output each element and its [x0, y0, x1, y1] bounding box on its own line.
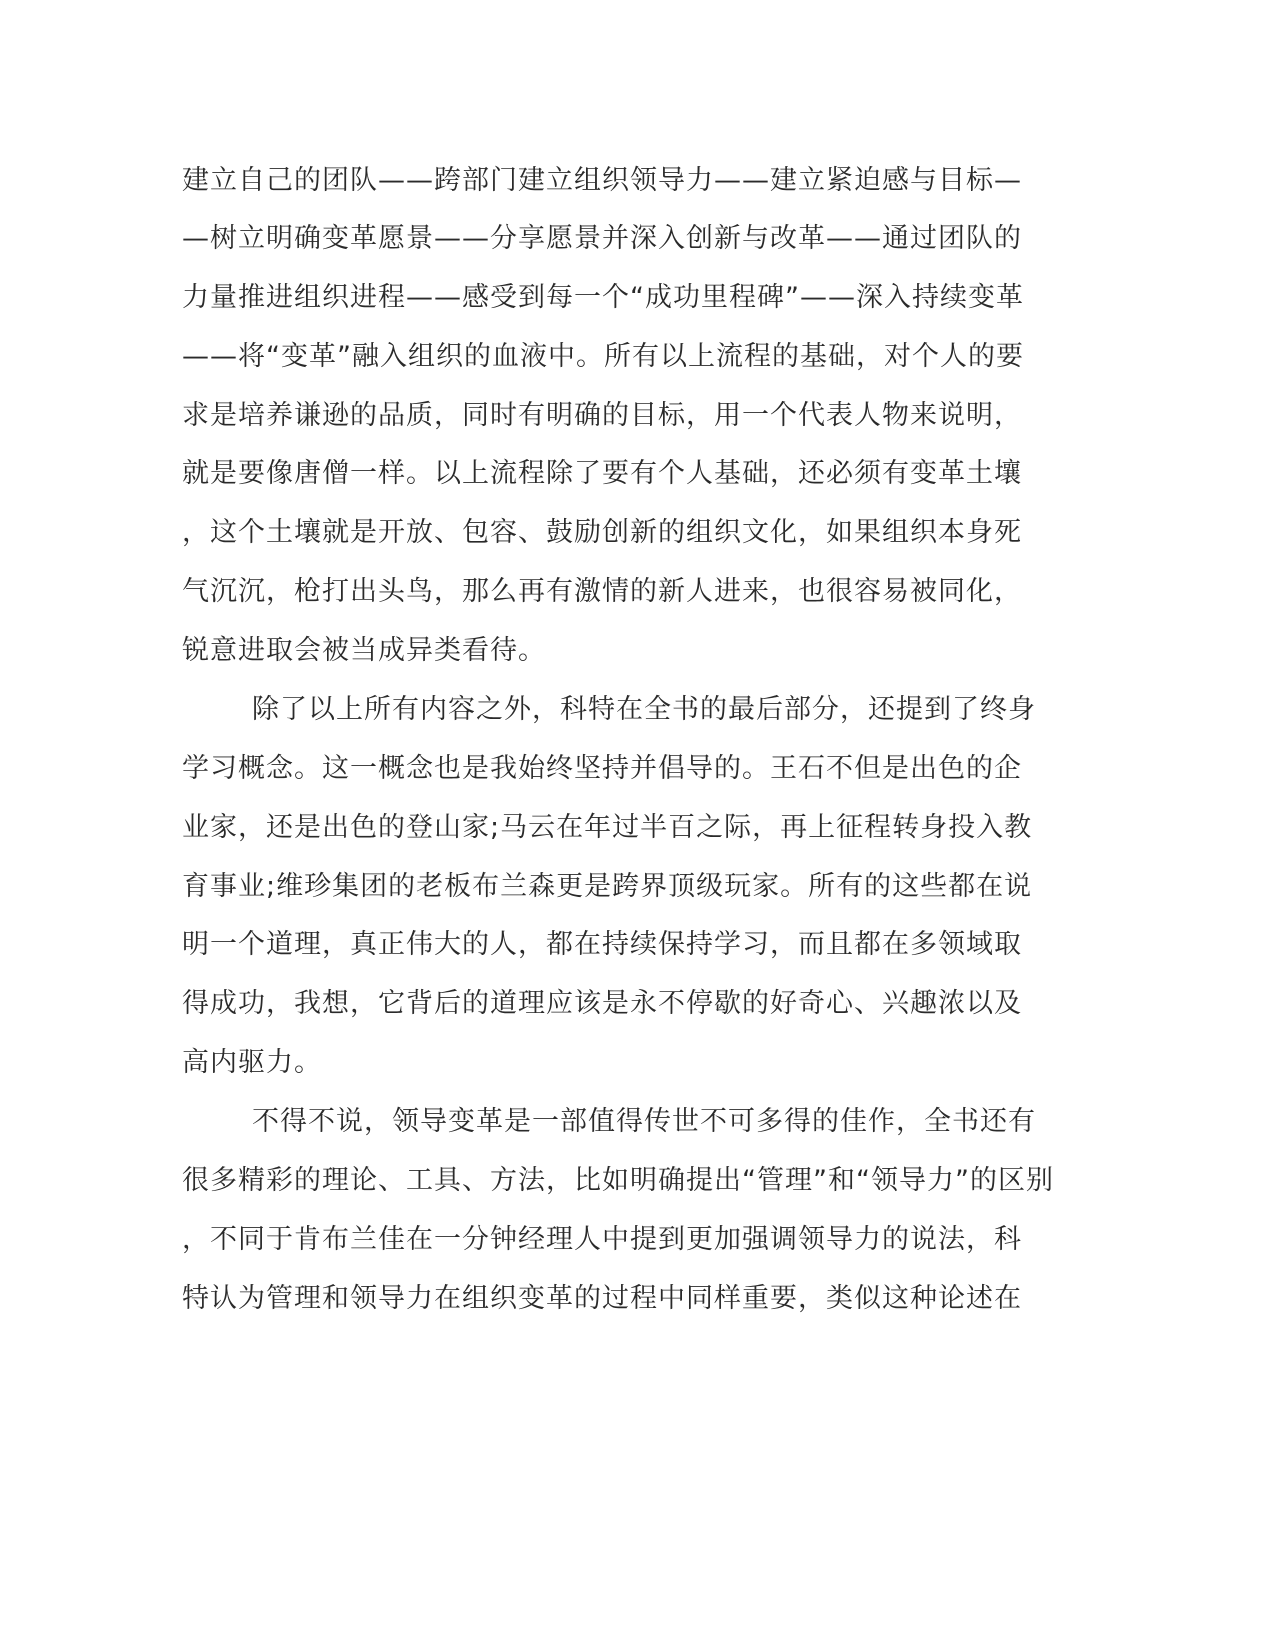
paragraph-2-line-4: 育事业;维珍集团的老板布兰森更是跨界顶级玩家。所有的这些都在说 [182, 871, 1033, 902]
paragraph-1-line-3: 力量推进组织进程——感受到每一个“成功里程碑”——深入持续变革 [182, 282, 1024, 313]
paragraph-2-line-7: 高内驱力。 [182, 1047, 322, 1078]
paragraph-2-line-6: 得成功，我想，它背后的道理应该是永不停歇的好奇心、兴趣浓以及 [182, 988, 1022, 1019]
paragraph-2-line-5: 明一个道理，真正伟大的人，都在持续保持学习，而且都在多领域取 [182, 929, 1022, 960]
paragraph-1-line-6: 就是要像唐僧一样。以上流程除了要有个人基础，还必须有变革土壤 [182, 458, 1022, 489]
paragraph-3-line-2: 很多精彩的理论、工具、方法，比如明确提出“管理”和“领导力”的区别 [182, 1165, 1054, 1196]
paragraph-2-line-1: 除了以上所有内容之外，科特在全书的最后部分，还提到了终身 [252, 694, 1036, 725]
paragraph-3-line-3: ，不同于肯布兰佳在一分钟经理人中提到更加强调领导力的说法，科 [182, 1224, 1022, 1255]
paragraph-1-line-5: 求是培养谦逊的品质，同时有明确的目标，用一个代表人物来说明， [182, 400, 1022, 431]
paragraph-1-line-1: 建立自己的团队——跨部门建立组织领导力——建立紧迫感与目标— [182, 165, 1022, 196]
paragraph-1-line-2: —树立明确变革愿景——分享愿景并深入创新与改革——通过团队的 [182, 223, 1022, 254]
paragraph-1-line-4: ——将“变革”融入组织的血液中。所有以上流程的基础，对个人的要 [182, 341, 1024, 372]
paragraph-1-line-8: 气沉沉，枪打出头鸟，那么再有激情的新人进来，也很容易被同化， [182, 576, 1022, 607]
paragraph-2-line-2: 学习概念。这一概念也是我始终坚持并倡导的。王石不但是出色的企 [182, 753, 1022, 784]
paragraph-3-line-1: 不得不说，领导变革是一部值得传世不可多得的佳作，全书还有 [252, 1106, 1036, 1137]
paragraph-1-line-7: ，这个土壤就是开放、包容、鼓励创新的组织文化，如果组织本身死 [182, 517, 1022, 548]
paragraph-2-line-3: 业家，还是出色的登山家;马云在年过半百之际，再上征程转身投入教 [182, 812, 1033, 843]
paragraph-1-line-9: 锐意进取会被当成异类看待。 [182, 635, 546, 666]
body-text [182, 0, 1054, 1650]
paragraph-3-line-4: 特认为管理和领导力在组织变革的过程中同样重要，类似这种论述在 [182, 1283, 1022, 1314]
